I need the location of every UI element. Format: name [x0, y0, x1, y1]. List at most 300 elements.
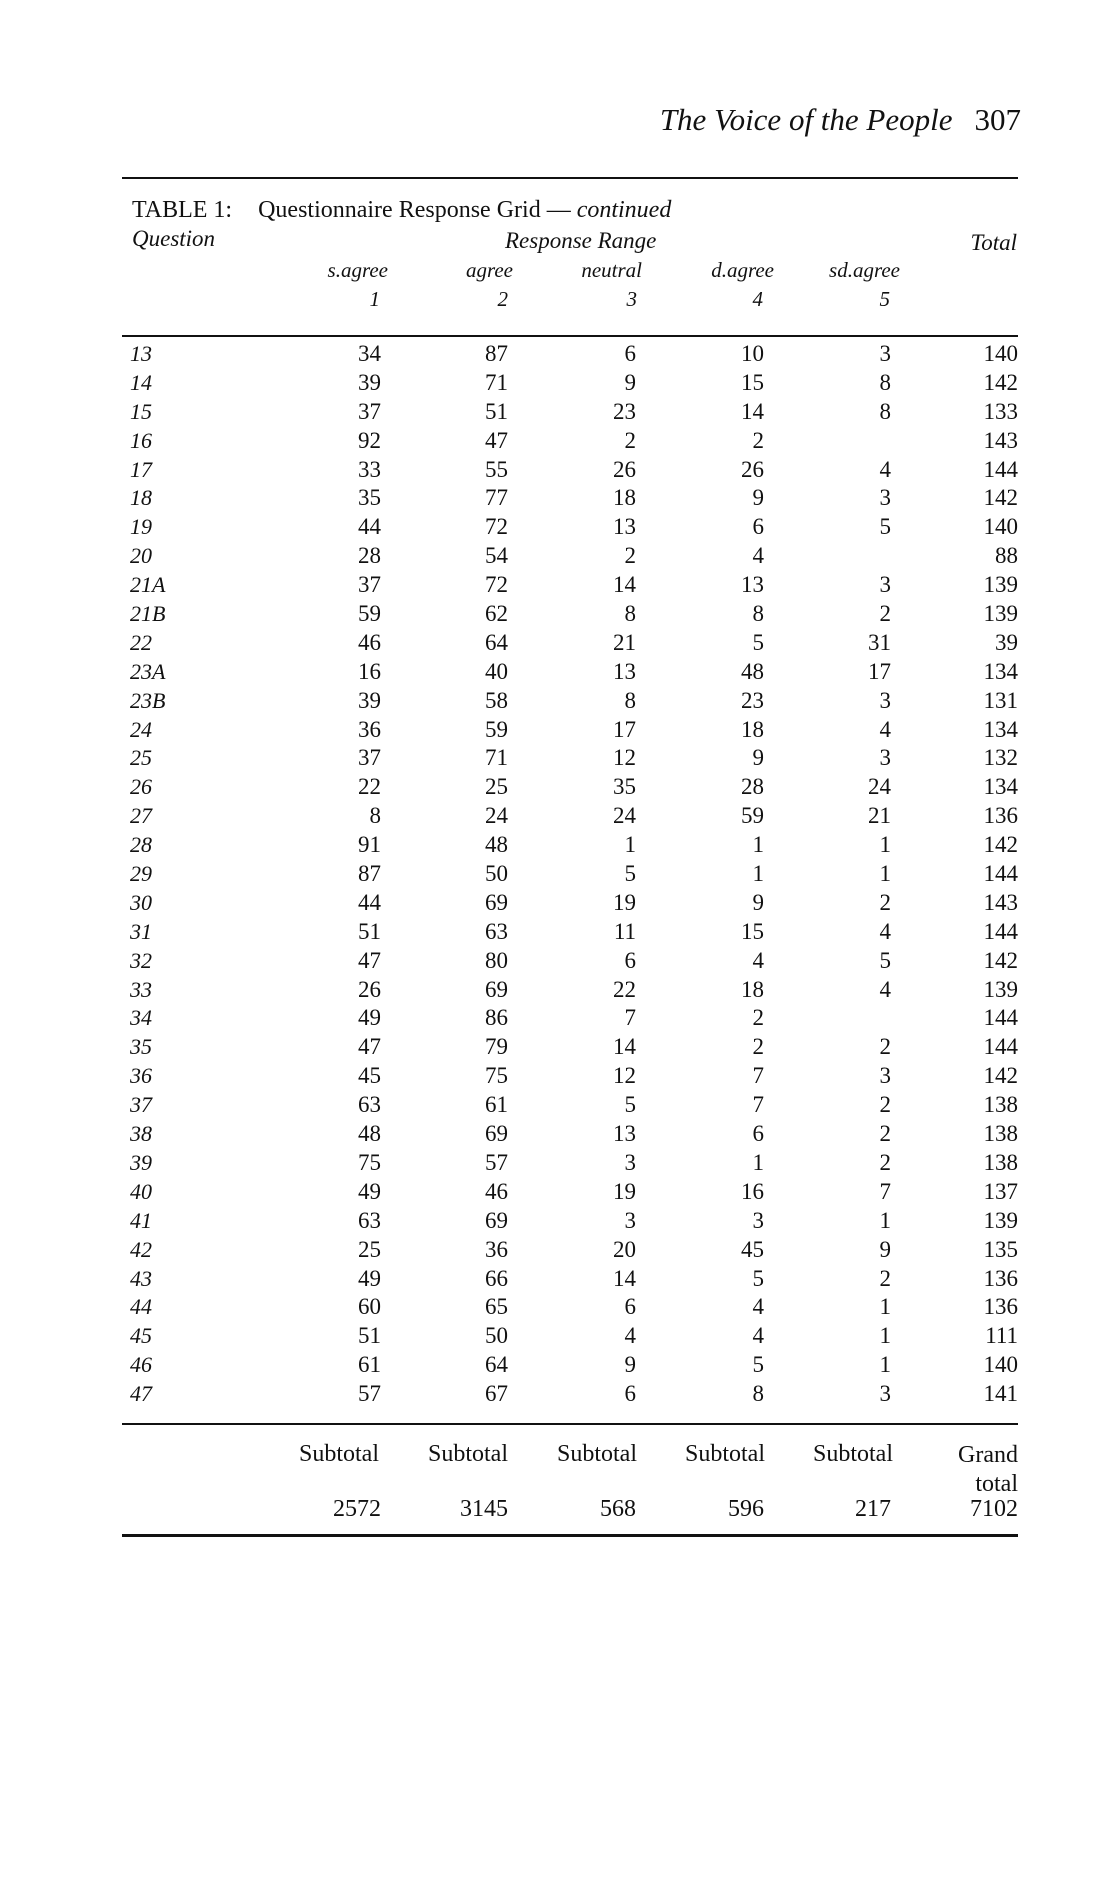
question-id: 38 — [130, 1121, 152, 1147]
question-id: 28 — [130, 832, 152, 858]
table-row — [0, 370, 1114, 399]
response-count-3: 23 — [613, 398, 636, 424]
response-count-4: 48 — [741, 658, 764, 684]
response-count-5: 1 — [879, 832, 891, 858]
table-row — [0, 1150, 1114, 1179]
response-count-5: 17 — [868, 658, 891, 684]
response-count-2: 86 — [485, 1005, 508, 1031]
row-total: 139 — [983, 1207, 1018, 1233]
table-row — [0, 977, 1114, 1006]
response-count-3: 20 — [613, 1236, 636, 1262]
response-count-5: 2 — [879, 1034, 891, 1060]
response-count-1: 36 — [358, 716, 381, 742]
row-total: 135 — [983, 1236, 1018, 1262]
response-count-2: 72 — [485, 572, 508, 598]
response-count-5: 7 — [879, 1178, 891, 1204]
response-count-4: 6 — [752, 1121, 764, 1147]
table-row — [0, 1352, 1114, 1381]
table-row — [0, 1063, 1114, 1092]
question-id: 19 — [130, 514, 152, 540]
table-row — [0, 745, 1114, 774]
response-count-2: 59 — [485, 716, 508, 742]
response-count-3: 1 — [624, 832, 636, 858]
response-count-5: 2 — [879, 1092, 891, 1118]
response-count-5: 9 — [879, 1236, 891, 1262]
table-row — [0, 543, 1114, 572]
response-count-2: 24 — [485, 803, 508, 829]
response-count-1: 25 — [358, 1236, 381, 1262]
row-total: 137 — [983, 1178, 1018, 1204]
question-id: 35 — [130, 1034, 152, 1060]
question-id: 31 — [130, 918, 152, 944]
response-count-2: 47 — [485, 427, 508, 453]
response-count-1: 63 — [358, 1092, 381, 1118]
response-count-3: 18 — [613, 485, 636, 511]
response-count-2: 64 — [485, 1352, 508, 1378]
row-total: 140 — [983, 341, 1018, 366]
table-body — [0, 341, 1114, 1410]
response-count-5: 1 — [879, 1207, 891, 1233]
table-row — [0, 1323, 1114, 1352]
response-count-5: 2 — [879, 1121, 891, 1147]
row-total: 140 — [983, 1352, 1018, 1378]
response-count-2: 64 — [485, 629, 508, 655]
bottom-rule — [122, 1534, 1018, 1537]
response-count-2: 69 — [485, 976, 508, 1002]
response-count-3: 14 — [613, 1265, 636, 1291]
question-id: 20 — [130, 543, 152, 569]
response-count-1: 26 — [358, 976, 381, 1002]
response-count-4: 16 — [741, 1178, 764, 1204]
table-row — [0, 1179, 1114, 1208]
response-count-1: 51 — [358, 918, 381, 944]
response-count-2: 87 — [485, 341, 508, 366]
response-count-2: 62 — [485, 601, 508, 627]
question-id: 13 — [130, 341, 152, 366]
response-count-2: 63 — [485, 918, 508, 944]
row-total: 39 — [995, 629, 1018, 655]
table-row — [0, 717, 1114, 746]
response-count-4: 6 — [752, 514, 764, 540]
response-count-1: 33 — [358, 456, 381, 482]
response-count-2: 48 — [485, 832, 508, 858]
row-total: 111 — [985, 1323, 1018, 1349]
response-count-3: 19 — [613, 1178, 636, 1204]
response-count-2: 50 — [485, 1323, 508, 1349]
response-count-4: 13 — [741, 572, 764, 598]
response-count-5: 5 — [879, 947, 891, 973]
response-count-2: 25 — [485, 774, 508, 800]
subtotal-value-5: 217 — [855, 1496, 891, 1522]
response-count-4: 8 — [752, 601, 764, 627]
response-count-4: 2 — [752, 1005, 764, 1031]
column-header-sd-agree: sd.agree — [829, 258, 900, 282]
response-count-4: 5 — [752, 1352, 764, 1378]
response-count-1: 37 — [358, 572, 381, 598]
response-count-4: 3 — [752, 1207, 764, 1233]
response-count-2: 54 — [485, 543, 508, 569]
response-count-1: 51 — [358, 1323, 381, 1349]
row-total: 138 — [983, 1092, 1018, 1118]
response-count-3: 12 — [613, 1063, 636, 1089]
response-count-2: 72 — [485, 514, 508, 540]
response-count-3: 8 — [624, 687, 636, 713]
response-count-1: 91 — [358, 832, 381, 858]
response-count-1: 49 — [358, 1005, 381, 1031]
header-rule — [122, 335, 1018, 337]
table-row — [0, 919, 1114, 948]
response-count-1: 8 — [369, 803, 381, 829]
table-row — [0, 832, 1114, 861]
subtotal-rule — [122, 1423, 1018, 1425]
row-total: 144 — [983, 456, 1018, 482]
question-id: 37 — [130, 1092, 152, 1118]
response-count-5: 2 — [879, 601, 891, 627]
response-count-3: 6 — [624, 1294, 636, 1320]
table-row — [0, 572, 1114, 601]
response-count-2: 36 — [485, 1236, 508, 1262]
question-id: 17 — [130, 456, 152, 482]
response-count-4: 1 — [752, 832, 764, 858]
response-count-1: 49 — [358, 1265, 381, 1291]
table-row — [0, 514, 1114, 543]
response-count-2: 55 — [485, 456, 508, 482]
row-total: 134 — [983, 774, 1018, 800]
response-count-4: 59 — [741, 803, 764, 829]
response-count-4: 10 — [741, 341, 764, 366]
response-count-2: 51 — [485, 398, 508, 424]
table-row — [0, 428, 1114, 457]
subtotal-value-3: 568 — [600, 1496, 636, 1522]
question-id: 23B — [130, 687, 166, 713]
question-id: 14 — [130, 369, 152, 395]
response-count-4: 5 — [752, 1265, 764, 1291]
response-count-2: 66 — [485, 1265, 508, 1291]
subtotal-value-1: 2572 — [333, 1496, 381, 1522]
row-total: 132 — [983, 745, 1018, 771]
response-count-3: 24 — [613, 803, 636, 829]
table-row — [0, 1034, 1114, 1063]
table-row — [0, 688, 1114, 717]
subtotal-label-3: Subtotal — [556, 1441, 637, 1467]
table-row — [0, 1266, 1114, 1295]
row-total: 136 — [983, 803, 1018, 829]
question-id: 26 — [130, 774, 152, 800]
response-count-1: 47 — [358, 947, 381, 973]
table-row — [0, 1294, 1114, 1323]
subtotal-label-2: Subtotal — [427, 1441, 508, 1467]
table-caption — [132, 197, 671, 224]
response-count-5: 3 — [879, 745, 891, 771]
row-total: 139 — [983, 976, 1018, 1002]
response-count-2: 46 — [485, 1178, 508, 1204]
table-row — [0, 601, 1114, 630]
response-count-5: 2 — [879, 1149, 891, 1175]
response-count-3: 6 — [624, 947, 636, 973]
question-id: 45 — [130, 1323, 152, 1349]
response-count-4: 18 — [741, 976, 764, 1002]
question-id: 15 — [130, 398, 152, 424]
response-count-1: 59 — [358, 601, 381, 627]
response-count-1: 49 — [358, 1178, 381, 1204]
question-id: 34 — [130, 1005, 152, 1031]
response-count-3: 13 — [613, 658, 636, 684]
response-count-1: 16 — [358, 658, 381, 684]
response-count-4: 9 — [752, 889, 764, 915]
response-count-5: 1 — [879, 1294, 891, 1320]
top-rule — [122, 177, 1018, 179]
response-count-3: 6 — [624, 1381, 636, 1407]
running-head-title: The Voice of the People — [659, 102, 953, 137]
response-count-1: 37 — [358, 745, 381, 771]
response-count-5: 24 — [868, 774, 891, 800]
response-count-3: 14 — [613, 572, 636, 598]
response-count-1: 39 — [358, 369, 381, 395]
response-count-5: 4 — [879, 456, 891, 482]
response-count-4: 9 — [752, 745, 764, 771]
response-count-3: 2 — [624, 427, 636, 453]
response-count-2: 75 — [485, 1063, 508, 1089]
response-count-5: 8 — [879, 369, 891, 395]
response-count-3: 26 — [613, 456, 636, 482]
response-count-1: 57 — [358, 1381, 381, 1407]
row-total: 136 — [983, 1265, 1018, 1291]
response-count-5: 4 — [879, 976, 891, 1002]
table-caption-label: TABLE 1: — [132, 197, 233, 223]
question-id: 42 — [130, 1236, 152, 1262]
row-total: 138 — [983, 1121, 1018, 1147]
table-row — [0, 1381, 1114, 1410]
question-id: 33 — [130, 976, 152, 1002]
grand-total-label-line1: Grand — [958, 1442, 1018, 1468]
response-count-3: 12 — [613, 745, 636, 771]
response-count-5: 3 — [879, 687, 891, 713]
question-id: 21A — [130, 572, 166, 598]
response-count-2: 69 — [485, 1121, 508, 1147]
response-count-3: 17 — [613, 716, 636, 742]
response-count-1: 46 — [358, 629, 381, 655]
column-header-neutral: neutral — [581, 258, 642, 282]
row-total: 142 — [983, 485, 1018, 511]
question-id: 36 — [130, 1063, 152, 1089]
table-row — [0, 774, 1114, 803]
subtotal-label-4: Subtotal — [684, 1441, 765, 1467]
response-count-5: 21 — [868, 803, 891, 829]
question-id: 25 — [130, 745, 152, 771]
response-count-2: 80 — [485, 947, 508, 973]
row-total: 136 — [983, 1294, 1018, 1320]
response-count-2: 71 — [485, 369, 508, 395]
table-row — [0, 1005, 1114, 1034]
question-id: 44 — [130, 1294, 152, 1320]
column-number-4: 4 — [752, 287, 763, 311]
response-count-3: 5 — [624, 1092, 636, 1118]
response-count-3: 9 — [624, 369, 636, 395]
question-id: 18 — [130, 485, 152, 511]
response-count-4: 18 — [741, 716, 764, 742]
response-count-1: 48 — [358, 1121, 381, 1147]
grand-total-value: 7102 — [970, 1496, 1018, 1522]
response-count-3: 5 — [624, 861, 636, 887]
response-count-5: 5 — [879, 514, 891, 540]
row-total: 142 — [983, 832, 1018, 858]
response-count-4: 8 — [752, 1381, 764, 1407]
response-count-4: 2 — [752, 427, 764, 453]
running-head — [660, 102, 1021, 138]
question-id: 47 — [130, 1381, 152, 1407]
response-count-3: 35 — [613, 774, 636, 800]
question-id: 43 — [130, 1265, 152, 1291]
response-count-1: 44 — [358, 889, 381, 915]
table-row — [0, 399, 1114, 428]
response-count-4: 26 — [741, 456, 764, 482]
response-count-5: 1 — [879, 1352, 891, 1378]
question-id: 40 — [130, 1178, 152, 1204]
row-total: 143 — [983, 427, 1018, 453]
table-row — [0, 1092, 1114, 1121]
response-count-2: 50 — [485, 861, 508, 887]
table-row — [0, 890, 1114, 919]
table-row — [0, 341, 1114, 370]
row-total: 140 — [983, 514, 1018, 540]
response-count-3: 19 — [613, 889, 636, 915]
row-total: 142 — [983, 369, 1018, 395]
table-row — [0, 1121, 1114, 1150]
row-total: 138 — [983, 1149, 1018, 1175]
question-id: 21B — [130, 601, 166, 627]
response-range-label: Response Range — [505, 228, 657, 253]
response-count-1: 37 — [358, 398, 381, 424]
row-total: 139 — [983, 572, 1018, 598]
response-count-1: 60 — [358, 1294, 381, 1320]
response-count-2: 58 — [485, 687, 508, 713]
response-count-5: 8 — [879, 398, 891, 424]
response-count-3: 2 — [624, 543, 636, 569]
response-count-3: 3 — [624, 1149, 636, 1175]
response-count-2: 71 — [485, 745, 508, 771]
subtotal-label-1: Subtotal — [298, 1441, 379, 1467]
column-number-3: 3 — [626, 287, 637, 311]
row-total: 142 — [983, 1063, 1018, 1089]
response-count-2: 57 — [485, 1149, 508, 1175]
response-count-1: 92 — [358, 427, 381, 453]
question-id: 41 — [130, 1207, 152, 1233]
table-row — [0, 1208, 1114, 1237]
response-count-3: 13 — [613, 1121, 636, 1147]
table-row — [0, 948, 1114, 977]
response-count-4: 2 — [752, 1034, 764, 1060]
question-id: 24 — [130, 716, 152, 742]
question-id: 30 — [130, 889, 152, 915]
response-count-3: 6 — [624, 341, 636, 366]
response-count-1: 75 — [358, 1149, 381, 1175]
total-column-label: Total — [970, 230, 1017, 255]
question-column-label: Question — [132, 226, 216, 251]
question-id: 29 — [130, 861, 152, 887]
column-number-1: 1 — [369, 287, 380, 311]
response-count-4: 7 — [752, 1092, 764, 1118]
response-count-4: 1 — [752, 861, 764, 887]
page-number: 307 — [974, 102, 1021, 137]
response-count-5: 4 — [879, 918, 891, 944]
response-count-1: 47 — [358, 1034, 381, 1060]
grand-total-label-line2: total — [975, 1471, 1018, 1497]
response-count-4: 9 — [752, 485, 764, 511]
table-caption-text: Questionnaire Response Grid — — [258, 197, 571, 223]
response-count-4: 4 — [752, 947, 764, 973]
response-count-5: 3 — [879, 1381, 891, 1407]
response-count-1: 34 — [358, 341, 381, 366]
question-id: 32 — [130, 947, 152, 973]
table-row — [0, 1237, 1114, 1266]
row-total: 133 — [983, 398, 1018, 424]
response-count-3: 7 — [624, 1005, 636, 1031]
response-count-1: 22 — [358, 774, 381, 800]
response-count-5: 1 — [879, 1323, 891, 1349]
row-total: 141 — [983, 1381, 1018, 1407]
response-count-5: 3 — [879, 1063, 891, 1089]
column-header-d-agree: d.agree — [711, 258, 774, 282]
response-count-3: 22 — [613, 976, 636, 1002]
response-count-1: 28 — [358, 543, 381, 569]
response-count-4: 23 — [741, 687, 764, 713]
row-total: 144 — [983, 1034, 1018, 1060]
table-row — [0, 659, 1114, 688]
question-id: 39 — [130, 1149, 152, 1175]
response-count-5: 31 — [868, 629, 891, 655]
response-count-3: 3 — [624, 1207, 636, 1233]
response-count-1: 63 — [358, 1207, 381, 1233]
response-count-5: 2 — [879, 889, 891, 915]
response-count-4: 7 — [752, 1063, 764, 1089]
row-total: 144 — [983, 918, 1018, 944]
table-row — [0, 630, 1114, 659]
response-count-3: 4 — [624, 1323, 636, 1349]
row-total: 143 — [983, 889, 1018, 915]
response-count-3: 8 — [624, 601, 636, 627]
response-count-5: 3 — [879, 341, 891, 366]
response-count-3: 13 — [613, 514, 636, 540]
question-id: 16 — [130, 427, 152, 453]
response-count-2: 69 — [485, 1207, 508, 1233]
response-count-4: 4 — [752, 1323, 764, 1349]
subtotal-value-4: 596 — [728, 1496, 764, 1522]
response-count-4: 4 — [752, 1294, 764, 1320]
response-count-4: 5 — [752, 629, 764, 655]
response-count-2: 67 — [485, 1381, 508, 1407]
response-count-5: 4 — [879, 716, 891, 742]
response-count-1: 35 — [358, 485, 381, 511]
table-row — [0, 485, 1114, 514]
row-total: 134 — [983, 716, 1018, 742]
response-count-4: 15 — [741, 918, 764, 944]
row-total: 131 — [983, 687, 1018, 713]
table-row — [0, 457, 1114, 486]
question-id: 46 — [130, 1352, 152, 1378]
response-count-4: 14 — [741, 398, 764, 424]
response-count-5: 2 — [879, 1265, 891, 1291]
response-count-5: 1 — [879, 861, 891, 887]
response-count-4: 1 — [752, 1149, 764, 1175]
table-row — [0, 861, 1114, 890]
response-count-4: 45 — [741, 1236, 764, 1262]
response-count-3: 21 — [613, 629, 636, 655]
row-total: 142 — [983, 947, 1018, 973]
response-count-4: 4 — [752, 543, 764, 569]
response-count-2: 77 — [485, 485, 508, 511]
question-id: 22 — [130, 629, 152, 655]
subtotal-label-5: Subtotal — [812, 1441, 893, 1467]
